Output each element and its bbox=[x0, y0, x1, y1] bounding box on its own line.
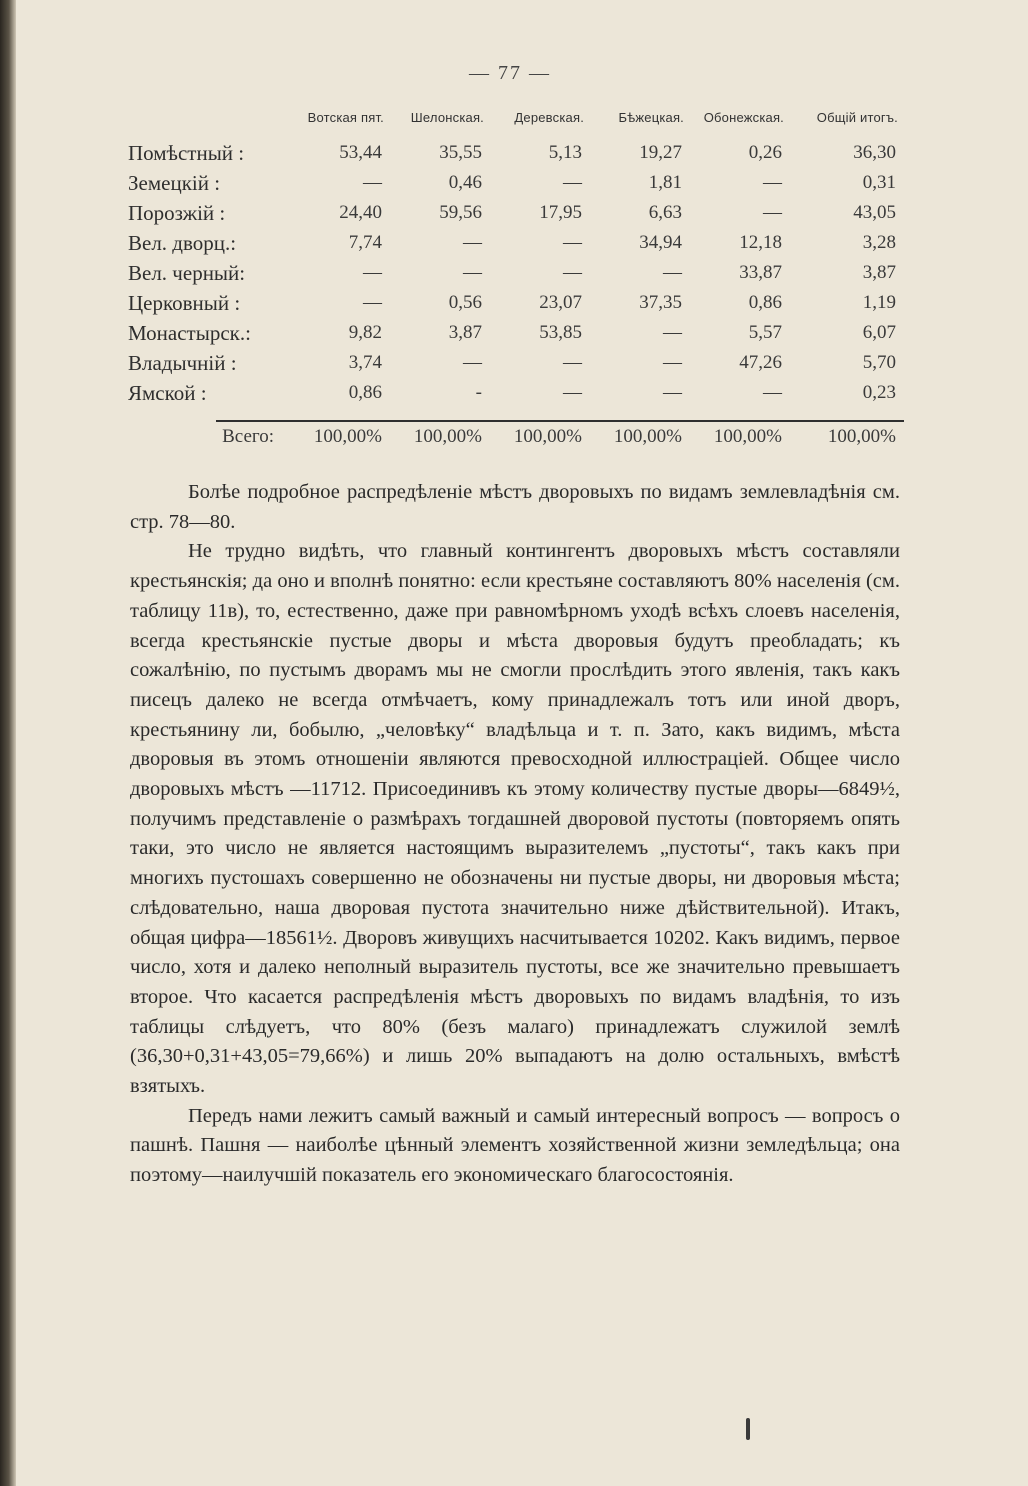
paragraph: Не трудно видѣть, что главный контингентъ дворовыхъ мѣстъ составляли крестьянскія; да оно и вполнѣ понятно: если крестьяне составляютъ 80% населенія (см. таблицу 11в), то, естественно, даже при равномѣрномъ уходѣ всѣхъ слоевъ населенія, всегда крестьянскіе пустые дворы и мѣста дворовыя будутъ преобладать; къ сожалѣнію, по пустымъ дворамъ мы не смогли прослѣдить этого явленія, такъ какъ писецъ далеко не всегда отмѣчаетъ, кому принадлежалъ тотъ или иной дворъ, крестьянину ли, бобылю, „человѣку“ владѣльца и т. п. Зато, какъ видимъ, мѣста дворовыя въ этомъ отношеніи являются превосходной иллюстраціей. Общее число дворовыхъ мѣстъ —11712. Присоединивъ къ этому количеству пустые дворы—6849½, получимъ представленіе о размѣрахъ тогдашней дворовой пустоты (повторяемъ опять таки, это число не является настоящимъ выразителемъ „пустоты“, такъ какъ при многихъ пустошахъ совершенно не обозначены ни пустые дворы, ни дворовыя мѣста; слѣдовательно, наша дворовая пустота значительно ниже дѣйствительной). Итакъ, общая цифра—18561½. Дворовъ живущихъ насчитывается 10202. Какъ видимъ, первое число, хотя и далеко неполный выразитель пустоты, все же значительно превышаетъ второе. Что касается распредѣленія мѣстъ дворовыхъ по видамъ владѣнія, то изъ таблицы слѣдуетъ, что 80% (безъ малаго) принадлежатъ служилой землѣ (36,30+0,31+43,05=79,66%) и лишь 20% выпадаютъ на долю остальныхъ, вмѣстѣ взятыхъ. bbox=[130, 540, 900, 1098]
table-cell: 100,00% bbox=[827, 426, 896, 447]
row-label: Ямской : bbox=[128, 380, 207, 405]
table-row bbox=[118, 318, 902, 348]
row-label: Владычній : bbox=[128, 350, 237, 375]
row-label: Вел. дворц.: bbox=[128, 230, 237, 255]
paragraph: Болѣе подробное распредѣленіе мѣстъ дворовыхъ по видамъ землевладѣнія см. стр. 78—80. bbox=[130, 481, 900, 533]
table-cell: — bbox=[463, 232, 482, 253]
row-label: Порозжій : bbox=[128, 200, 226, 225]
table-cell: 0,86 bbox=[748, 292, 782, 313]
table-header-row bbox=[118, 108, 902, 138]
table-row bbox=[118, 198, 902, 228]
table-cell: — bbox=[363, 172, 382, 193]
table-cell: 100,00% bbox=[713, 426, 782, 447]
table-cell: — bbox=[663, 382, 682, 403]
table-cell: - bbox=[475, 382, 482, 403]
table-cell: 5,57 bbox=[748, 322, 782, 343]
column-header: Шелонская. bbox=[410, 109, 484, 125]
book-page bbox=[118, 0, 902, 1486]
table-cell: 53,44 bbox=[339, 142, 382, 163]
table-cell: 0,26 bbox=[748, 142, 782, 163]
table-cell: 34,94 bbox=[639, 232, 682, 253]
table-row bbox=[118, 378, 902, 408]
column-header: Обонежская. bbox=[703, 109, 784, 125]
table-cell: 23,07 bbox=[539, 292, 582, 313]
table-cell: 19,27 bbox=[639, 142, 682, 163]
table-row bbox=[118, 138, 902, 168]
table-cell: 0,31 bbox=[862, 172, 896, 193]
table-body bbox=[118, 138, 902, 408]
table-cell: 12,18 bbox=[739, 232, 782, 253]
table-cell: 0,23 bbox=[862, 382, 896, 403]
table-row bbox=[118, 288, 902, 318]
body-text bbox=[130, 478, 900, 1191]
table-cell: — bbox=[663, 352, 682, 373]
table-cell: 43,05 bbox=[853, 202, 896, 223]
paragraph: Передъ нами лежитъ самый важный и самый интересный вопросъ — вопросъ о пашнѣ. Пашня — наиболѣе цѣнный элементъ хозяйственной жизни земледѣльца; она поэтому—наилучшій показатель его экономическаго благосостоянія. bbox=[130, 1104, 900, 1187]
table-cell: 100,00% bbox=[613, 426, 682, 447]
table-cell: 3,74 bbox=[348, 352, 382, 373]
table-row bbox=[118, 348, 902, 378]
table-cell: 100,00% bbox=[513, 426, 582, 447]
table-totals-row bbox=[118, 408, 902, 452]
table-cell: 1,19 bbox=[862, 292, 896, 313]
table-cell: — bbox=[763, 382, 782, 403]
table-cell: — bbox=[463, 262, 482, 283]
table-cell: 5,70 bbox=[862, 352, 896, 373]
row-label: Помѣстный : bbox=[128, 140, 245, 165]
table-cell: 100,00% bbox=[413, 426, 482, 447]
table-cell: — bbox=[763, 202, 782, 223]
table-cell: — bbox=[663, 322, 682, 343]
table-row bbox=[118, 168, 902, 198]
table-cell: 24,40 bbox=[339, 202, 382, 223]
table-cell: 5,13 bbox=[548, 142, 582, 163]
land-tenure-table bbox=[118, 108, 902, 452]
table-cell: — bbox=[663, 262, 682, 283]
row-label: Монастырск.: bbox=[128, 320, 251, 345]
table-cell: 6,63 bbox=[648, 202, 682, 223]
table-cell: — bbox=[463, 352, 482, 373]
column-header: Вотская пят. bbox=[307, 109, 384, 125]
table-cell: — bbox=[763, 172, 782, 193]
row-label: Церковный : bbox=[128, 290, 241, 315]
table-cell: 53,85 bbox=[539, 322, 582, 343]
table-cell: 35,55 bbox=[439, 142, 482, 163]
table-cell: — bbox=[363, 262, 382, 283]
totals-label: Всего: bbox=[222, 426, 274, 447]
table-cell: 1,81 bbox=[648, 172, 682, 193]
table-cell: 17,95 bbox=[539, 202, 582, 223]
table-cell: 6,07 bbox=[862, 322, 896, 343]
column-header: Деревская. bbox=[514, 109, 584, 125]
table-cell: 33,87 bbox=[739, 262, 782, 283]
row-label: Земецкій : bbox=[128, 170, 221, 195]
table-divider bbox=[216, 420, 904, 422]
page-number: — 77 — bbox=[469, 62, 551, 84]
table-cell: 0,86 bbox=[348, 382, 382, 403]
table-cell: 9,82 bbox=[348, 322, 382, 343]
table-cell: 36,30 bbox=[853, 142, 896, 163]
table-cell: — bbox=[563, 262, 582, 283]
table-row bbox=[118, 258, 902, 288]
table-cell: 3,87 bbox=[862, 262, 896, 283]
table-cell: 3,28 bbox=[862, 232, 896, 253]
column-header bbox=[118, 108, 288, 138]
table-cell: 59,56 bbox=[439, 202, 482, 223]
table-cell: 37,35 bbox=[639, 292, 682, 313]
table-cell: — bbox=[563, 382, 582, 403]
row-label: Вел. черный: bbox=[128, 260, 246, 285]
table-row bbox=[118, 228, 902, 258]
column-header: Общій итогъ. bbox=[816, 109, 898, 125]
table-cell: 7,74 bbox=[348, 232, 382, 253]
scan-edge-shadow bbox=[0, 0, 16, 1486]
column-header: Бѣжецкая. bbox=[618, 109, 684, 125]
table-cell: 100,00% bbox=[313, 426, 382, 447]
table-cell: 47,26 bbox=[739, 352, 782, 373]
table-cell: — bbox=[563, 352, 582, 373]
table-cell: — bbox=[563, 172, 582, 193]
table-cell: 0,46 bbox=[448, 172, 482, 193]
table-cell: 0,56 bbox=[448, 292, 482, 313]
table-cell: — bbox=[363, 292, 382, 313]
table-cell: — bbox=[563, 232, 582, 253]
scan-speck bbox=[746, 1418, 750, 1440]
table-cell: 3,87 bbox=[448, 322, 482, 343]
